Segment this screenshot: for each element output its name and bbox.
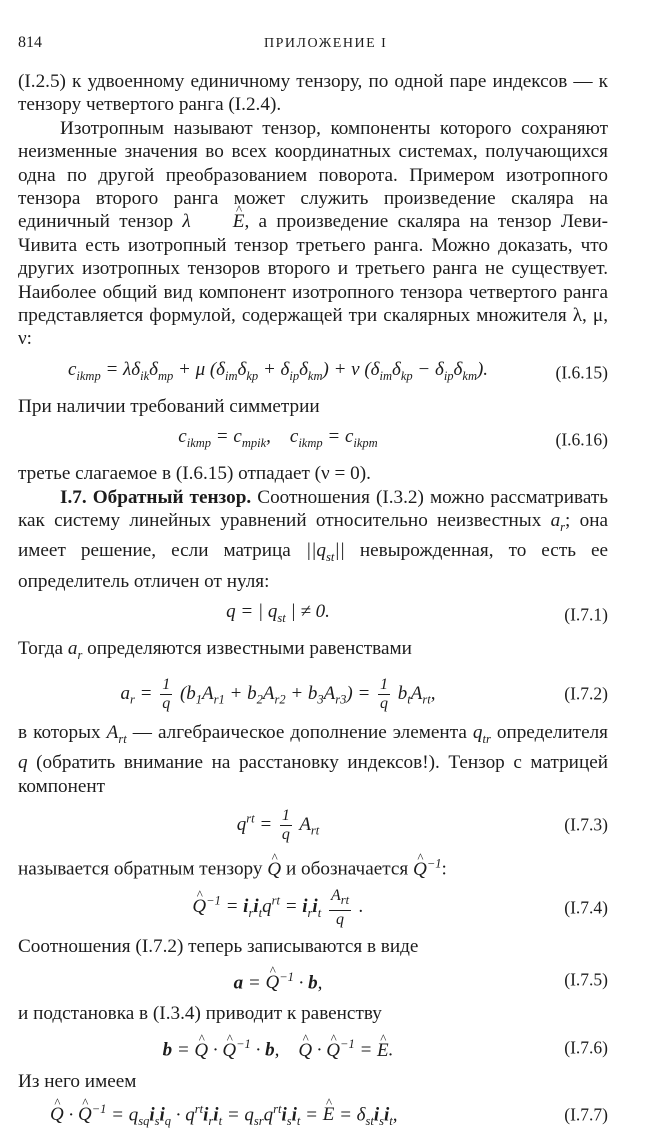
paragraph-from-it: Из него имеем — [18, 1070, 137, 1092]
symbol-Q-hat: ^ Q — [267, 858, 281, 881]
paragraph-inverse-mid: ; она имеет решение, если матрица — [18, 510, 609, 562]
paragraph-inverse-tensor — [18, 486, 608, 593]
paragraph-called-mid: и обозначается — [281, 858, 413, 880]
paragraph-symmetry: При наличии требований симметрии — [18, 395, 320, 417]
paragraph-then-start: Тогда — [18, 637, 68, 659]
equation-I-7-2 — [18, 667, 608, 721]
paragraph-called — [18, 852, 608, 881]
page-number: 814 — [18, 34, 42, 51]
equation-I-7-3 — [18, 798, 608, 852]
paragraph-called-start: называется обратным тензору — [18, 858, 268, 880]
equation-I-7-7 — [18, 1093, 608, 1137]
paragraph-inverse-start: Соотношения (I.3.2) можно рассматривать как систему линейных уравнений относительно неизвестных — [18, 486, 608, 532]
equation-I-6-15 — [18, 351, 608, 395]
symbol-A-rt: $A_{rt}$ — [106, 722, 127, 747]
symbol-q: q — [18, 752, 28, 774]
equation-I-7-4 — [18, 881, 608, 935]
equation-tag: (I.7.7) — [564, 1104, 608, 1125]
equation-tag: (I.6.15) — [555, 362, 608, 383]
equation-I-7-6 — [18, 1026, 608, 1070]
paragraph-isotropic-mid: , а произведение скаляра на тензор Леви-Чивита есть изотропный тензор третьего ранга. Можно доказать, что других изотропных тензоров второго и третьего ранга не существует. Наиболее общий вид компонент изотропного тензора четвертого ранга представляется формулой, содержащей три скалярных множителя λ, μ, ν: — [18, 211, 608, 350]
running-title: ПРИЛОЖЕНИЕ I — [264, 36, 388, 51]
equation-I-7-5 — [18, 958, 608, 1002]
matrix-q-st: $||q_{st}||$ — [305, 540, 345, 565]
equation-tag: (I.7.3) — [564, 814, 608, 835]
paragraph-isotropic-start: Изотропным называют тензор, компоненты которого сохраняют неизменные значения во всех координатных системах, получающихся одна по другой преобразованием поворота. Примером изотропного тензора второго ранга может служить произведение скаляра на единичный тензор — [18, 117, 608, 233]
equation-tag: (I.7.6) — [564, 1037, 608, 1058]
lambda-e-hat: λ^ E — [182, 211, 244, 232]
symbol-q-tr: $q_{tr}$ — [472, 722, 491, 747]
paragraph-then — [18, 637, 608, 667]
paragraph-relations: Соотношения (I.7.2) теперь записываются в виде — [18, 936, 419, 958]
equation-I-7-1 — [18, 593, 608, 637]
equation-I-6-16-formula: $c_{ikmp} = c_{mpik}$, $c_{ikmp} = c_{ikpm}$ — [178, 426, 378, 450]
equation-tag: (I.7.2) — [564, 683, 608, 704]
paragraph-cofactor — [18, 721, 608, 798]
paragraph-1: (I.2.5) к удвоенному единичному тензору, по одной паре индексов — к тензору четвертого ранга (I.2.4). — [18, 71, 608, 116]
symbol-Q-hat-inverse: ^ $Q^{-1}$ — [413, 859, 442, 880]
equation-I-7-3-formula: $q^{rt}$ = $\frac{1}{q}$ $A_{rt}$ — [236, 806, 320, 843]
paragraph-isotropic — [18, 117, 608, 351]
paragraph-then-end: определяются известными равенствами — [82, 637, 412, 659]
equation-I-7-5-formula: a = ^ $Q^{-1} \cdot b$, — [234, 966, 323, 995]
paragraph-cofactor-mid: — алгебраическое дополнение элемента — [126, 722, 473, 744]
paragraph-cofactor-end: (обратить внимание на расстановку индексов!). Тензор с матрицей компонент — [18, 752, 608, 797]
equation-tag: (I.7.1) — [564, 604, 608, 625]
symbol-a-r: $a_r$ — [67, 637, 83, 662]
paragraph-inverse-end: невырожденная, то есть ее определитель отличен от нуля: — [18, 540, 609, 592]
equation-I-7-7-formula: ^ Q · ^ $Q^{-1} = q_{sq}i_si_q \cdot q^{rt}i_ri_t = q_{sr}q^{rt}i_si_t$ = ^ $E = \delta_{st}i_si_t$, — [50, 1098, 398, 1134]
equation-I-7-2-formula: $a_r$ = $\frac{1}{q}$ $(b_1A_{r1} + b_2A_{r2} + b_3A_{r3})$ = $\frac{1}{q}$ $b_tA_{rt}$, — [120, 675, 436, 712]
paragraph-called-end: : — [441, 858, 447, 880]
paragraph-substitution: и подстановка в (I.3.4) приводит к равенству — [18, 1003, 382, 1025]
paragraph-cofactor-mid2: определителя — [490, 722, 608, 744]
equation-I-6-15-formula: $c_{ikmp} = \lambda\delta_{ik}\delta_{mp} + \mu$ $(\delta_{im}\delta_{kp} + \delta_{ip}\delta_{km}) + \nu$ $(\delta_{im}\delta_{kp} - \delta_{ip}\delta_{km})$. — [67, 358, 489, 383]
equation-tag: (I.7.5) — [564, 969, 608, 990]
equation-tag: (I.7.4) — [564, 897, 608, 918]
equation-tag: (I.6.16) — [555, 429, 608, 450]
paragraph-cofactor-start: в которых — [18, 722, 107, 744]
equation-I-7-4-formula: ^ $Q^{-1} = i_ri_tq^{rt} = i_ri_t$ $A_{rt}$ q . — [192, 887, 363, 928]
equation-I-6-16 — [18, 418, 608, 462]
section-heading: I.7. Обратный тензор. — [60, 486, 252, 508]
symbol-a-r: $a_r$ — [550, 510, 566, 534]
equation-I-7-6-formula: b = ^ Q · ^ $Q^{-1} \cdot b$, ^ Q · ^ $Q^{-1}$ = ^ E. — [163, 1033, 394, 1062]
equation-I-7-1-formula: q = | $q_{st}$ | ≠ 0. — [226, 600, 330, 625]
page-body — [18, 70, 608, 1137]
paragraph-third-term: третье слагаемое в (I.6.15) отпадает (ν = 0). — [18, 463, 371, 485]
